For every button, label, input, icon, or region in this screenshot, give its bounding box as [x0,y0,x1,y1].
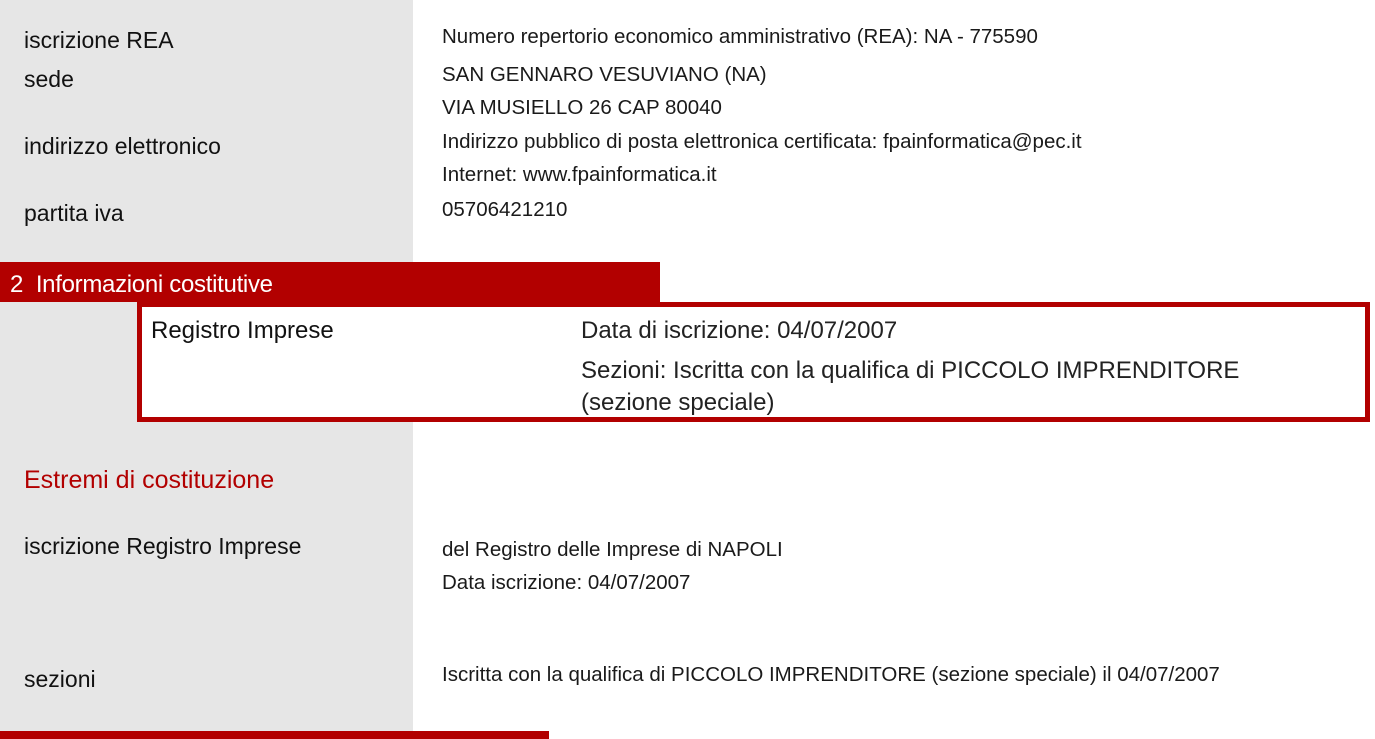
sezioni-label: sezioni [24,666,96,692]
summary-date: Data di iscrizione: 04/07/2007 [581,317,898,344]
piva-label: partita iva [24,200,124,226]
sezioni-value: Iscritta con la qualifica di PICCOLO IMPRENDITORE (sezione speciale) il 04/07/2007 [442,663,1220,686]
summary-sezioni: Sezioni: Iscritta con la qualifica di PICCOLO IMPRENDITORE [581,357,1240,384]
email-label: indirizzo elettronico [24,133,221,159]
estremi-heading: Estremi di costituzione [24,466,275,494]
rea-value: Numero repertorio economico amministrativo (REA): NA - 775590 [442,25,1038,48]
piva-value: 05706421210 [442,198,568,221]
section-title-text: Informazioni costitutive [35,271,273,298]
summary-box-label: Registro Imprese [151,317,334,344]
summary-sezioni-cont: (sezione speciale) [581,389,775,416]
registro-value: del Registro delle Imprese di NAPOLI [442,538,783,561]
sede-city: SAN GENNARO VESUVIANO (NA) [442,63,767,86]
website: Internet: www.fpainformatica.it [442,163,717,186]
next-section-bar [0,731,549,739]
rea-label: iscrizione REA [24,27,174,53]
section-number: 2 [10,271,24,298]
section-title [10,271,273,299]
sede-label: sede [24,66,74,92]
sede-address: VIA MUSIELLO 26 CAP 80040 [442,96,722,119]
registro-label: iscrizione Registro Imprese [24,533,302,559]
pec-address: Indirizzo pubblico di posta elettronica certificata: fpainformatica@pec.it [442,130,1082,153]
registro-date: Data iscrizione: 04/07/2007 [442,571,691,594]
